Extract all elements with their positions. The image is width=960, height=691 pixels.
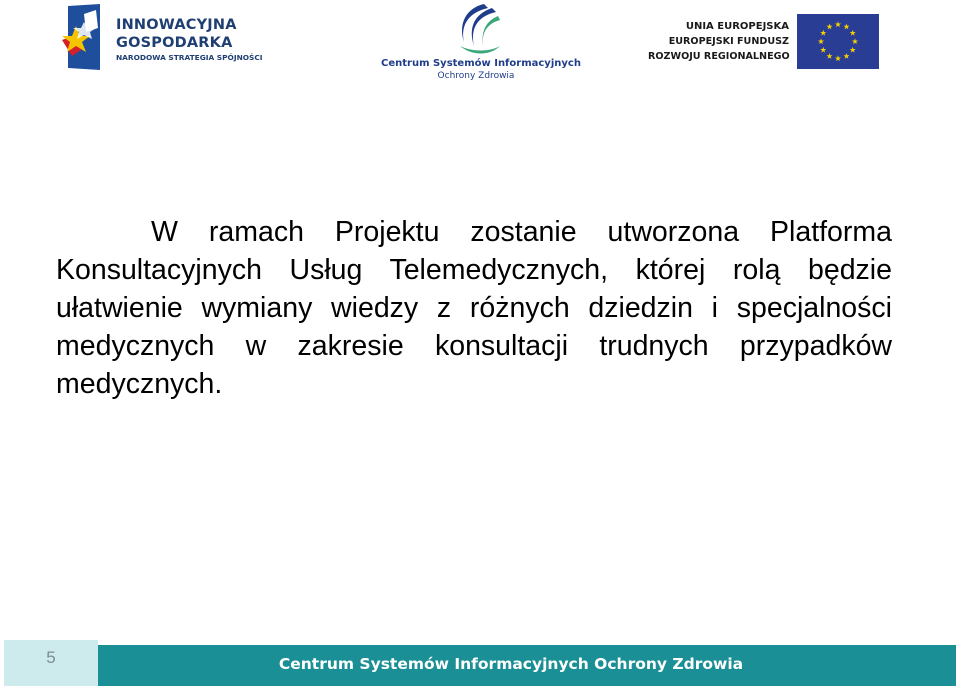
eu-line-1: UNIA EUROPEJSKA <box>685 21 789 32</box>
innowacyjna-gospodarka-text <box>116 18 263 61</box>
page-number-box <box>4 640 98 686</box>
csioz-subtitle: Ochrony Zdrowia <box>437 71 515 81</box>
logo-ig-line1: INNOWACYJNA <box>116 17 237 33</box>
swoosh-icon <box>454 2 502 58</box>
body-paragraph: W ramach Projektu zostanie utworzona Platforma Konsultacyjnych Usług Telemedycznych, której rolą będzie ułatwienie wymiany wiedzy z różnych dziedzin i specjalności medycznych w zakresie konsultacji trudnych przypadków medycznych. <box>56 216 892 400</box>
eu-logo <box>648 14 880 70</box>
page-number: 5 <box>46 648 56 667</box>
logo-ig-line3: NARODOWA STRATEGIA SPÓJNOŚCI <box>116 53 263 62</box>
logo-ig-line2: GOSPODARKA <box>116 34 233 51</box>
eu-line-3: ROZWOJU REGIONALNEGO <box>648 50 790 62</box>
footer-bar <box>98 645 956 686</box>
flag-star-icon <box>62 4 104 72</box>
innowacyjna-gospodarka-logo <box>62 4 272 72</box>
eu-line-2: EUROPEJSKI FUNDUSZ <box>668 36 789 47</box>
csioz-name: Centrum Systemów Informacyjnych <box>381 58 581 69</box>
eu-flag-icon <box>797 14 879 69</box>
footer-title: Centrum Systemów Informacyjnych Ochrony Zdrowia <box>278 655 744 673</box>
footer-title-wrap <box>98 655 956 673</box>
eu-text <box>648 22 789 66</box>
csioz-logo <box>378 2 581 82</box>
